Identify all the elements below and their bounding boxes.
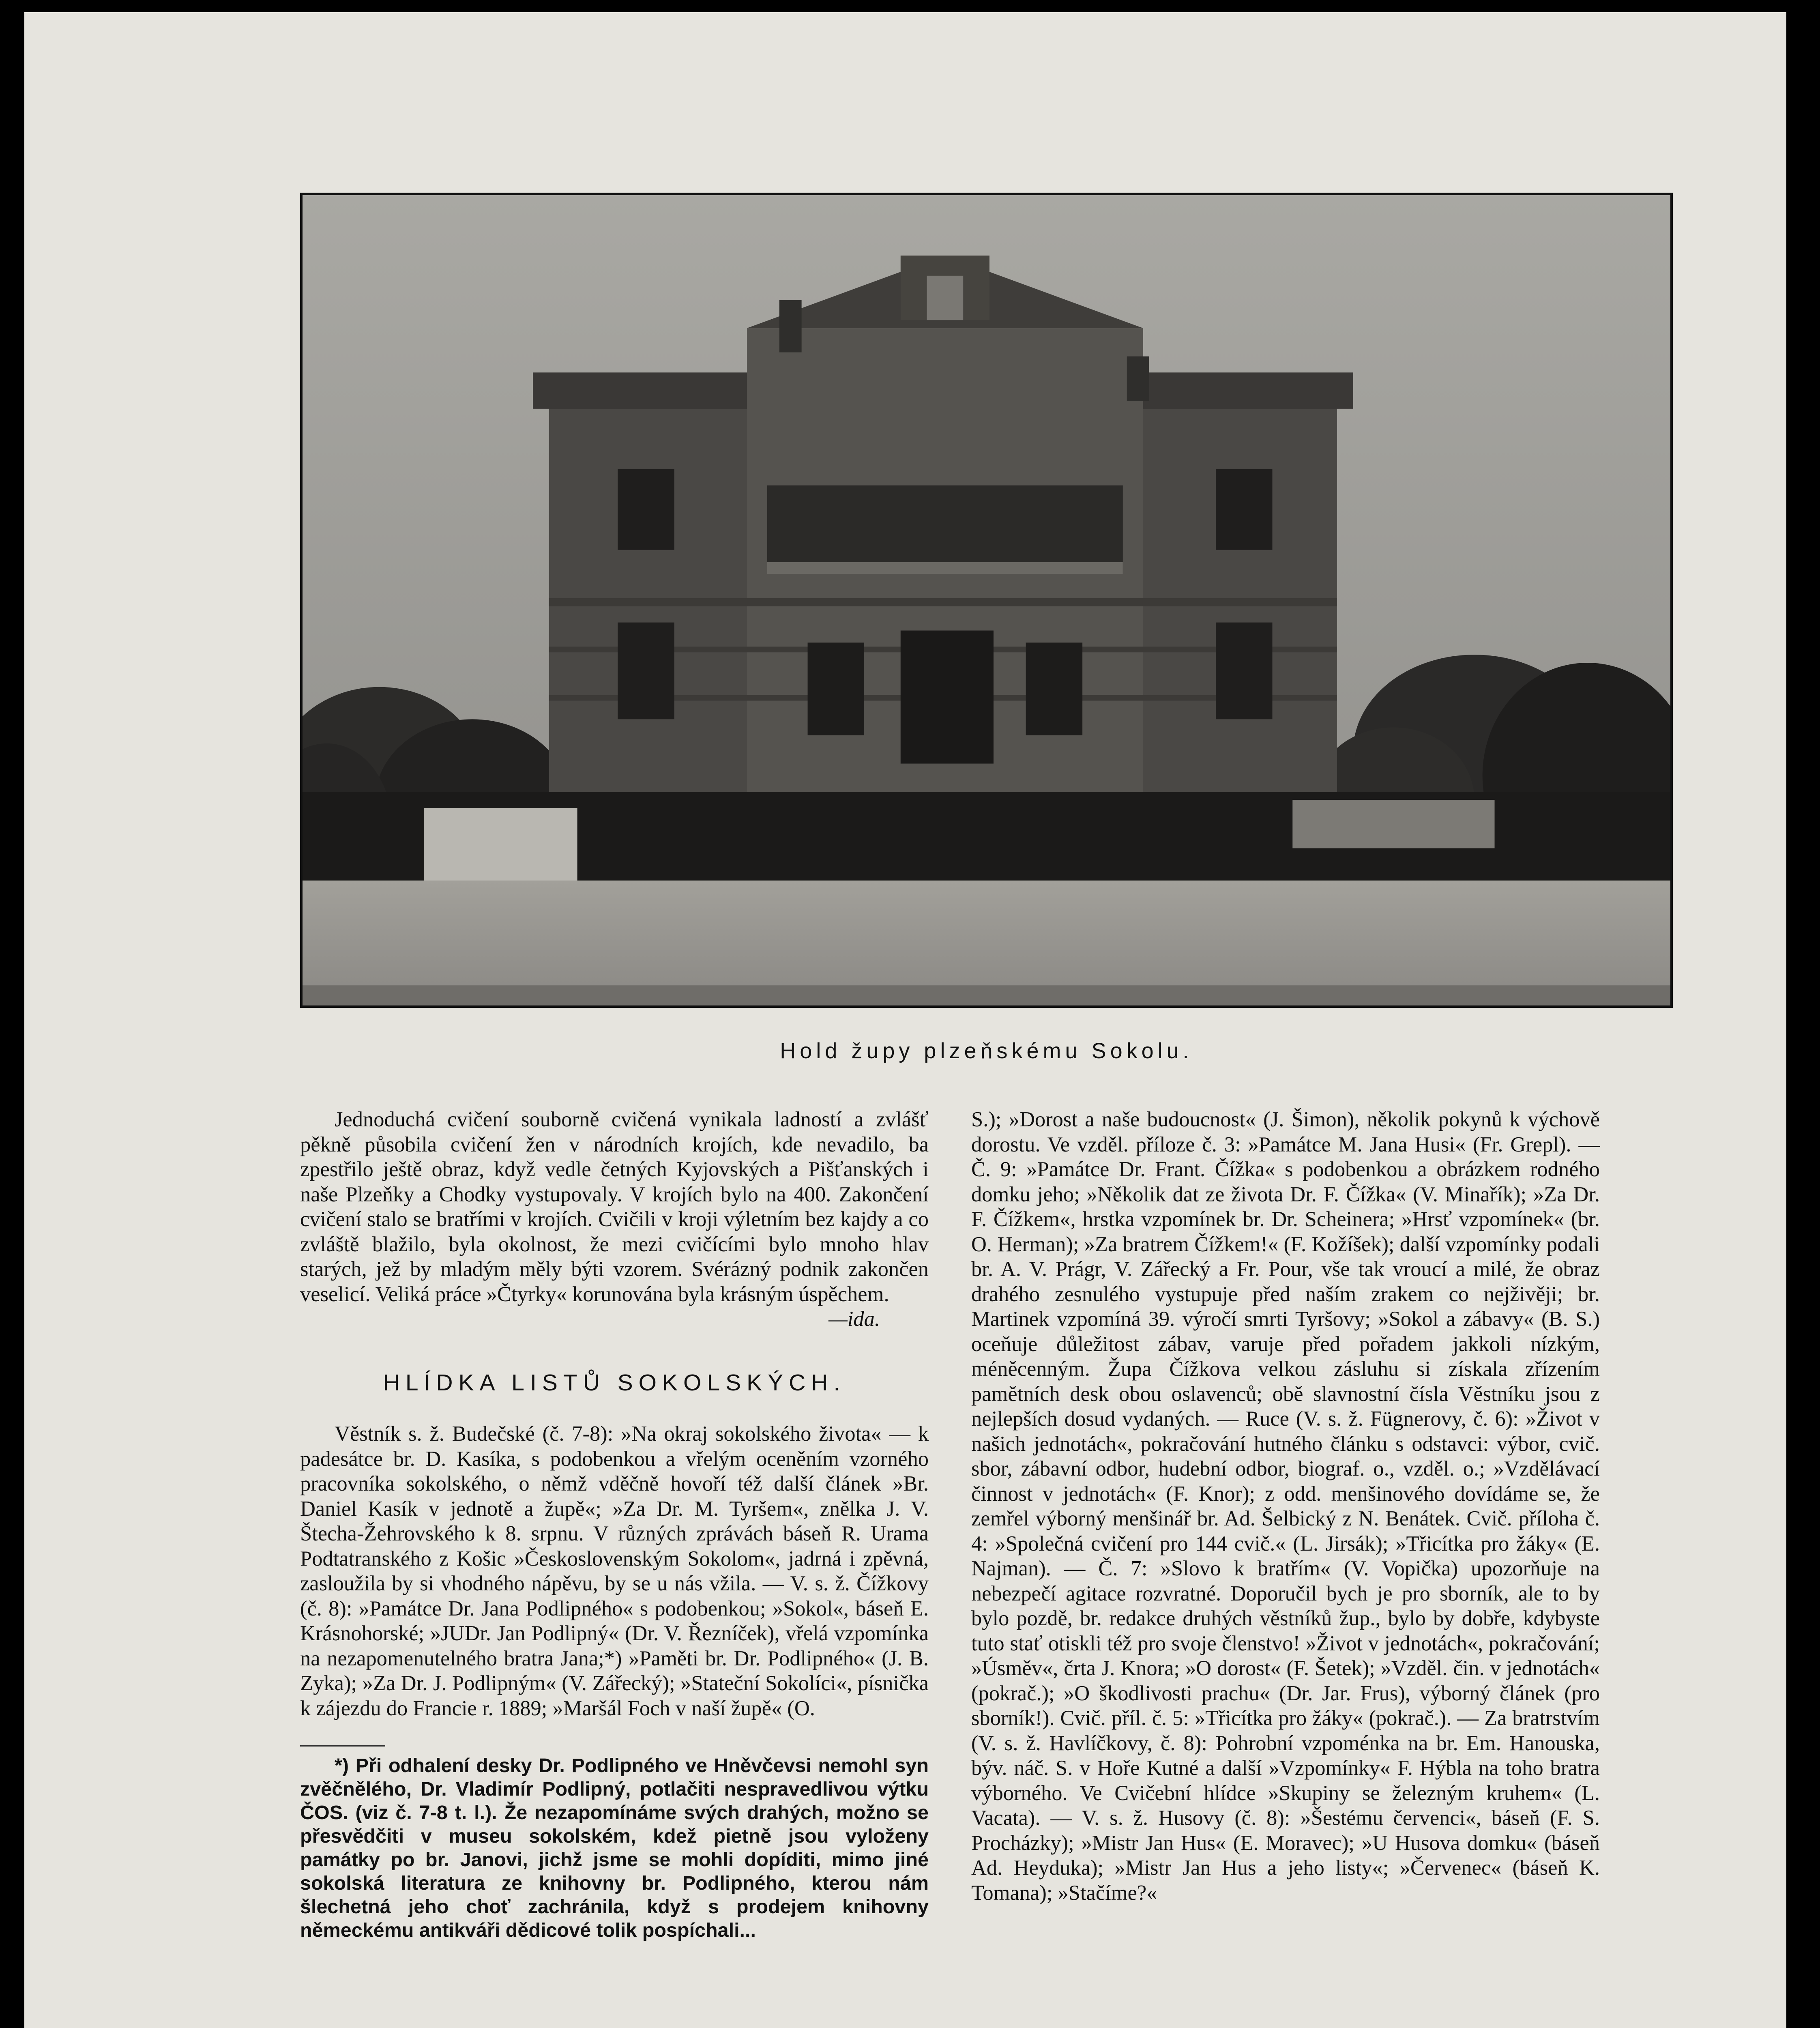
page [24, 12, 1786, 2028]
footnote: *) Při odhalení desky Dr. Podlipného ve Hněvčevsi nemohl syn zvěčnělého, Dr. Vladimír Podlipný, potlačiti nespravedlivou výtku ČOS. (viz č. 7-8 t. l.). Že nezapomínáme svých drahých, možno se přesvědčiti v museu sokolském, kdež pietně jsou vyloženy památky po br. Janovi, jichž jsme se mohli dopíditi, mimo jiné sokolská literatura ze knihovny br. Podlipného, kterou nám šlechetná jeho choť zachránila, když s prodejem knihovny německému antikváři dědicové tolik pospíchali... [300, 1755, 929, 1941]
right-column [971, 1107, 1600, 1906]
intro-text: Jednoduchá cvičení souborně cvičená vynikala ladností a zvlášť pěkně působila cvičení žen v národních krojích, kde nevadilo, ba zpestřilo ještě obraz, když vedle četných Kyjovských a Pišťanských i naše Plzeňky a Chodky vystupovaly. V krojích bylo na 400. Zakončení cvičení stalo se bratřími v krojích. Cvičili v kroji výletním bez kajdy a co zvláště blažilo, byla okolnost, že mezi cvičícími bylo mnoho hlav starých, jež by mladým měly býti vzorem. Svérázný podnik zakončen veselicí. Veliká práce »Čtyrky« korunována byla krásným úspěchem. [300, 1108, 929, 1306]
review-continuation: S.); »Dorost a naše budoucnost« (J. Šimon), několik pokynů k výchově dorostu. Ve vzděl. příloze č. 3: »Památce M. Jana Husi« (Fr. Grepl). — Č. 9: »Památce Dr. Frant. Čížka« s podobenkou a obrázkem rodného domku jeho; »Několik dat ze života Dr. F. Čížka« (V. Minařík); »Za Dr. F. Čížkem«, hrstka vzpomínek br. Dr. Scheinera; »Hrsť vzpomínek« (br. O. Herman); »Za bratrem Čížkem!« (F. Kožíšek); další vzpomínky podali br. A. V. Prágr, V. Zářecký a Fr. Pour, vše tak vroucí a milé, že obraz drahého zesnulého vystupuje před naším zrakem co nejživěji; br. Martinek vzpomíná 39. výročí smrti Tyršovy; »Sokol a zábavy« (B. S.) oceňuje důležitost zábav, varuje před pořadem jakkoli nízkým, méněcenným. Župa Čížkova velkou zásluhu si získala zřízením pamětních desk obou oslavenců; obě slavnostní čísla Věstníku jsou z nejlepších dosud vydaných. — Ruce (V. s. ž. Fügnerovy, č. 6): »Život v našich jednotách«, pokračování hutného článku s odstavci: výbor, cvič. sbor, zábavní odbor, hudební odbor, biograf. o., vzděl. o.; »Vzdělávací činnost v jednotách« (F. Knor); z odd. menšinového dovídáme se, že zemřel výborný menšinář br. Ad. Šelbický z N. Benátek. Cvič. příloha č. 4: »Společná cvičení pro 144 cvič.« (L. Jirsák); »Třicítka pro žáky« (E. Najman). — Č. 7: »Slovo k bratřím« (V. Vopička) upozorňuje na nebezpečí agitace rozvratné. Doporučil bych je pro sborník, ale to by bylo pozdě, br. redakce druhých věstníků žup., bylo by dobře, kdybyste tuto stať otiskli též pro svoje členstvo! »Život v jednotách«, pokračování; »Úsměv«, črta J. Knora; »O dorost« (F. Šetek); »Vzděl. čin. v jednotách« (pokrač.); »O škodlivosti prachu« (Dr. Jar. Frus), výborný článek (pro sborník!). Cvič. příl. č. 5: »Třicítka pro žáky« (pokrač.). — Za bratrstvím (V. s. ž. Havlíčkovy, č. 8): Pohrobní vzpoménka na br. Em. Hanouska, býv. náč. S. v Hoře Kutné a další »Vzpomínky« F. Hýbla na toho bratra výborného. Ve Cvičební hlídce »Skupiny se železným kruhem« (L. Vacata). — V. s. ž. Husovy (č. 8): »Šestému červenci«, báseň (F. S. Procházky); »Mistr Jan Hus« (E. Moravec); »U Husova domku« (báseň Ad. Heyduka); »Mistr Jan Hus a jeho listy«; »Červenec« (báseň K. Tomana); »Stačíme?« [971, 1108, 1600, 1905]
building-photograph [300, 193, 1673, 1008]
intro-paragraph [300, 1107, 929, 1307]
review-paragraph: Věstník s. ž. Budečské (č. 7-8): »Na okraj sokolského života« — k padesátce br. D. Kasíka, s podobenkou a vřelým oceněním vzorného pracovníka sokolského, o němž vděčně hovoří též další článek »Br. Daniel Kasík v jednotě a župě«; »Za Dr. M. Tyršem«, znělka J. V. Štecha-Žehrovského k 8. srpnu. V různých zprávách báseň R. Urama Podtatranského z Košic »Československým Sokolom«, jadrná i zpěvná, zasloužila by si vhodného nápěvu, by se u nás vžila. — V. s. ž. Čížkovy (č. 8): »Památce Dr. Jana Podlipného« s podobenkou; »Sokol«, báseň E. Krásnohorské; »JUDr. Jan Podlipný« (Dr. V. Řezníček), vřelá vzpomínka na nezapomenutelného bratra Jana;*) »Paměti br. Dr. Podlipného« (J. B. Zyka); »Za Dr. J. Podlipným« (V. Zářecký); »Stateční Sokolíci«, písnička k zájezdu do Francie r. 1889; »Maršál Foch v naší župě« (O. [300, 1422, 929, 1720]
photo-caption: Hold župy plzeňskému Sokolu. [780, 1039, 1193, 1063]
footnote-divider [300, 1745, 385, 1747]
left-column [300, 1107, 929, 1942]
author-signature: —ida. [828, 1307, 880, 1331]
section-heading: HLÍDKA LISTŮ SOKOLSKÝCH. [383, 1369, 846, 1396]
photo-image [303, 195, 1670, 1005]
